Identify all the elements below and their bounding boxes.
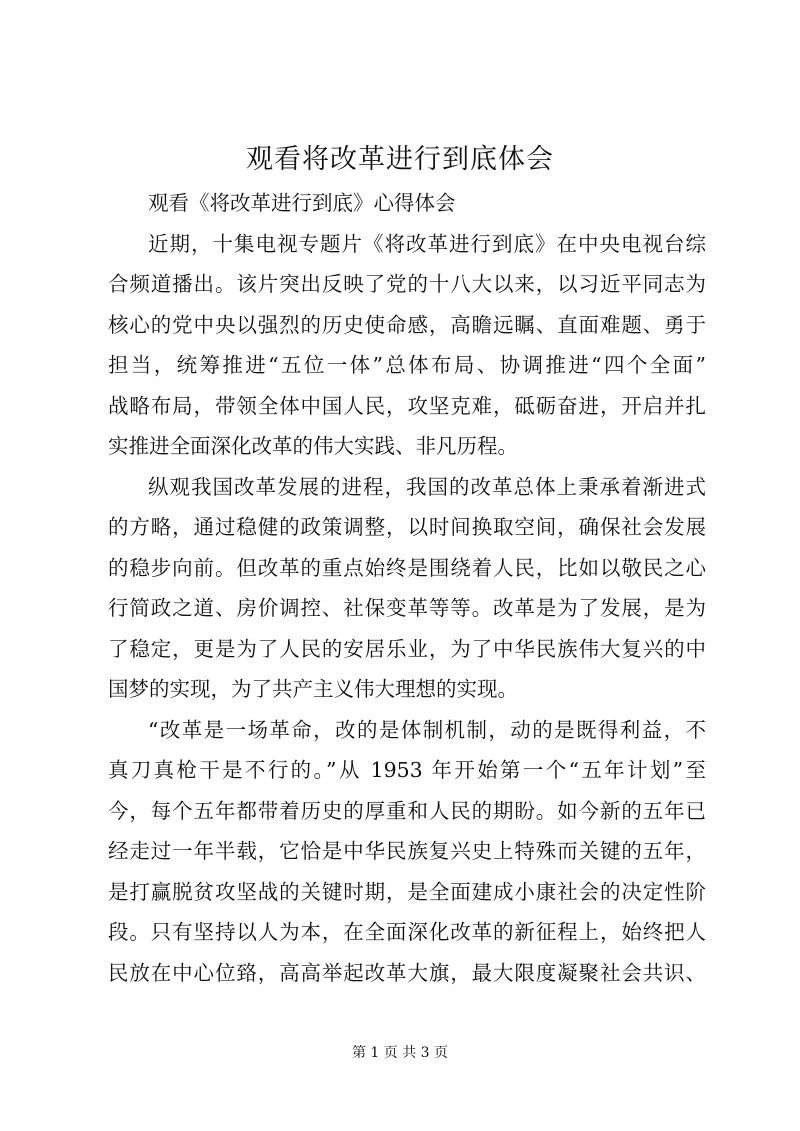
- text-line: 近期，十集电视专题片《将改革进行到底》在中央电视台综: [148, 231, 706, 256]
- text-line: 真刀真枪干是不行的。”从 1953 年开始第一个“五年计划”至: [108, 758, 706, 782]
- page-title: 观看将改革进行到底体会: [246, 144, 554, 175]
- text-line: 观看《将改革进行到底》心得体会: [148, 191, 456, 215]
- text-line: 是打赢脱贫攻坚战的关键时期，是全面建成小康社会的决定性阶: [108, 879, 706, 904]
- text-line: 战略布局，带领全体中国人民，攻坚克难，砥砺奋进，开启并扎: [108, 393, 706, 418]
- text-line: 民放在中心位臵，高高举起改革大旗，最大限度凝聚社会共识、: [108, 960, 706, 985]
- text-line: 段。只有坚持以人为本，在全面深化改革的新征程上，始终把人: [108, 920, 706, 944]
- text-line: 核心的党中央以强烈的历史使命感，高瞻远瞩、直面难题、勇于: [108, 312, 706, 337]
- text-line: 行简政之道、房价调控、社保变革等等。改革是为了发展，是为: [108, 596, 706, 620]
- text-line: 了稳定，更是为了人民的安居乐业，为了中华民族伟大复兴的中: [108, 636, 706, 661]
- text-line: 的稳步向前。但改革的重点始终是围绕着人民，比如以敬民之心: [108, 555, 706, 580]
- text-line: 的方略，通过稳健的政策调整，以时间换取空间，确保社会发展: [108, 515, 706, 539]
- body-text: [108, 183, 706, 993]
- text-line: 经走过一年半载，它恰是中华民族复兴史上特殊而关键的五年，: [108, 839, 706, 863]
- text-line: 今，每个五年都带着历史的厚重和人民的期盼。如今新的五年已: [108, 798, 706, 823]
- text-line: 合频道播出。该片突出反映了党的十八大以来，以习近平同志为: [108, 272, 706, 296]
- text-line: “改革是一场革命，改的是体制机制，动的是既得利益，不: [148, 717, 706, 742]
- text-line: 国梦的实现，为了共产主义伟大理想的实现。: [108, 677, 518, 701]
- text-line: 实推进全面深化改革的伟大实践、非凡历程。: [108, 434, 518, 458]
- page-footer: 第 1 页 共 3 页: [351, 1045, 449, 1061]
- text-line: 担当，统筹推进“五位一体”总体布局、协调推进“四个全面”: [108, 353, 706, 377]
- text-line: 纵观我国改革发展的进程，我国的改革总体上秉承着渐进式: [148, 474, 706, 499]
